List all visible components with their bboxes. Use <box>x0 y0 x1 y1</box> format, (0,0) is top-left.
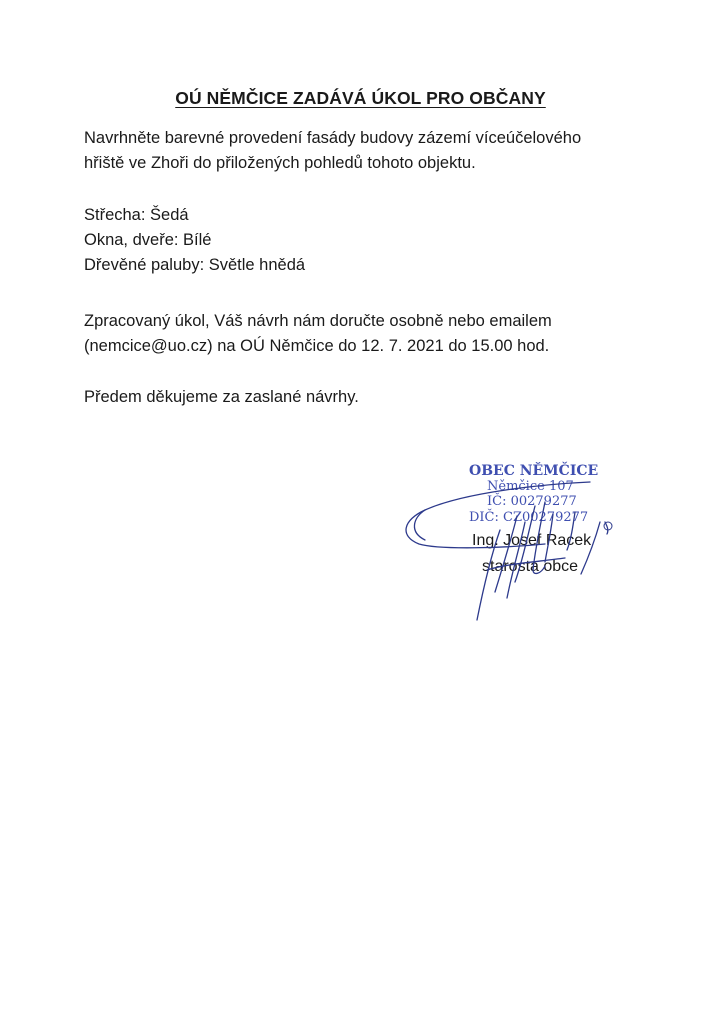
spec-roof: Střecha: Šedá <box>84 206 189 224</box>
signer-name: Ing. Josef Racek <box>472 532 592 549</box>
document-title: OÚ NĚMČICE ZADÁVÁ ÚKOL PRO OBČANY <box>175 88 546 108</box>
stamp-ico: IČ: 00279277 <box>487 494 577 509</box>
intro-paragraph <box>84 126 684 176</box>
color-specs <box>84 203 684 278</box>
deadline-line: (nemcice@uo.cz) na OÚ Němčice do 12. 7. 2021 do 15.00 hod. <box>84 337 550 355</box>
spec-wooden-decks: Dřevěné paluby: Světle hnědá <box>84 256 306 274</box>
deadline-line: Zpracovaný úkol, Váš návrh nám doručte osobně nebo emailem <box>84 312 552 330</box>
intro-line: hřiště ve Zhoři do přiložených pohledů tohoto objektu. <box>84 154 476 172</box>
spec-windows-doors: Okna, dveře: Bílé <box>84 231 212 249</box>
deadline-paragraph <box>84 309 684 359</box>
signer-role: starosta obce <box>482 558 579 575</box>
stamp-dic: DIČ: CZ00279277 <box>469 510 589 525</box>
signer-block <box>470 528 591 580</box>
stamp-address: Němčice 107 <box>487 479 574 494</box>
intro-line: Navrhněte barevné provedení fasády budovy zázemí víceúčelového <box>84 129 582 147</box>
thanks-line: Předem děkujeme za zaslané návrhy. <box>84 388 359 406</box>
thanks-paragraph <box>84 385 684 410</box>
stamp-name: OBEC NĚMČICE <box>469 463 599 479</box>
